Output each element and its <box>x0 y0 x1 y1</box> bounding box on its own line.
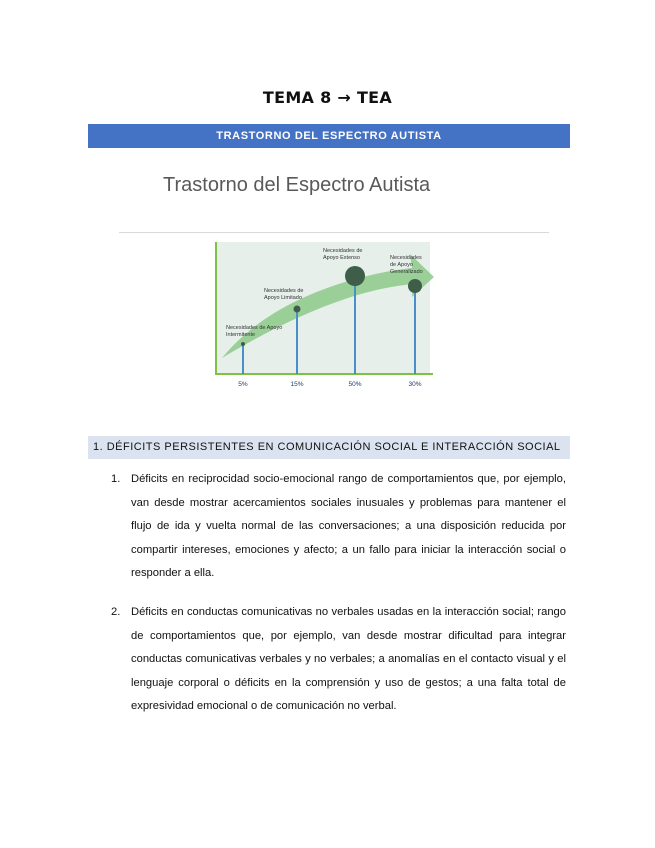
bubble-4 <box>408 279 422 293</box>
point-label: Generalizado <box>390 269 423 275</box>
slide-title: Trastorno del Espectro Autista <box>163 174 431 196</box>
category-tick-label: 5% <box>238 381 248 388</box>
criteria-list <box>88 468 566 734</box>
point-label: Apoyo Limitado <box>264 295 302 301</box>
list-item-number: 2. <box>111 605 121 618</box>
list-item-text: Déficits en conductas comunicativas no verbales usadas en la interacción social; rango de comportamientos que, por ejemplo, van desde mostrar dificultad para integrar conductas comunicativas verbales y no verbales; a anomalías en el contacto visual y el lenguaje corporal o déficits en la comprensión y uso de gestos; a una falta total de expresividad emocional o de comunicación no verbal. <box>131 605 566 713</box>
list-item <box>88 601 566 719</box>
point-label: Necesidades <box>390 255 422 261</box>
category-tick-label: 15% <box>290 381 304 388</box>
point-label: Intermitente <box>226 332 256 338</box>
bubble-2 <box>294 306 301 313</box>
point-label: Necesidades de <box>323 248 363 254</box>
list-item <box>88 468 566 586</box>
section-heading: 1. DÉFICITS PERSISTENTES EN COMUNICACIÓN SOCIAL E INTERACCIÓN SOCIAL <box>88 436 570 459</box>
bubble-3 <box>345 266 365 286</box>
page-title: TEMA 8 → TEA <box>262 88 393 107</box>
point-label: Necesidades de <box>264 288 304 294</box>
bubble-1 <box>241 342 245 346</box>
section-banner: TRASTORNO DEL ESPECTRO AUTISTA <box>88 124 570 148</box>
point-label: Apoyo Extenso <box>323 255 360 261</box>
list-item-number: 1. <box>111 473 121 485</box>
category-tick-label: 50% <box>348 381 362 388</box>
category-tick-label: 30% <box>408 381 422 388</box>
point-label: de Apoyo <box>390 262 413 268</box>
list-item-text: Déficits en reciprocidad socio-emocional rango de comportamientos que, por ejemplo, van desde mostrar acercamientos sociales inusuales y problemas para mantener el flujo de ida y vuelta normal de las conversaciones; a una disposición reducida por compartir intereses, emociones y afecto; a un fallo para iniciar la interacción social o responder a ella. <box>131 473 566 580</box>
point-label: Necesidades de Apoyo <box>226 325 283 331</box>
